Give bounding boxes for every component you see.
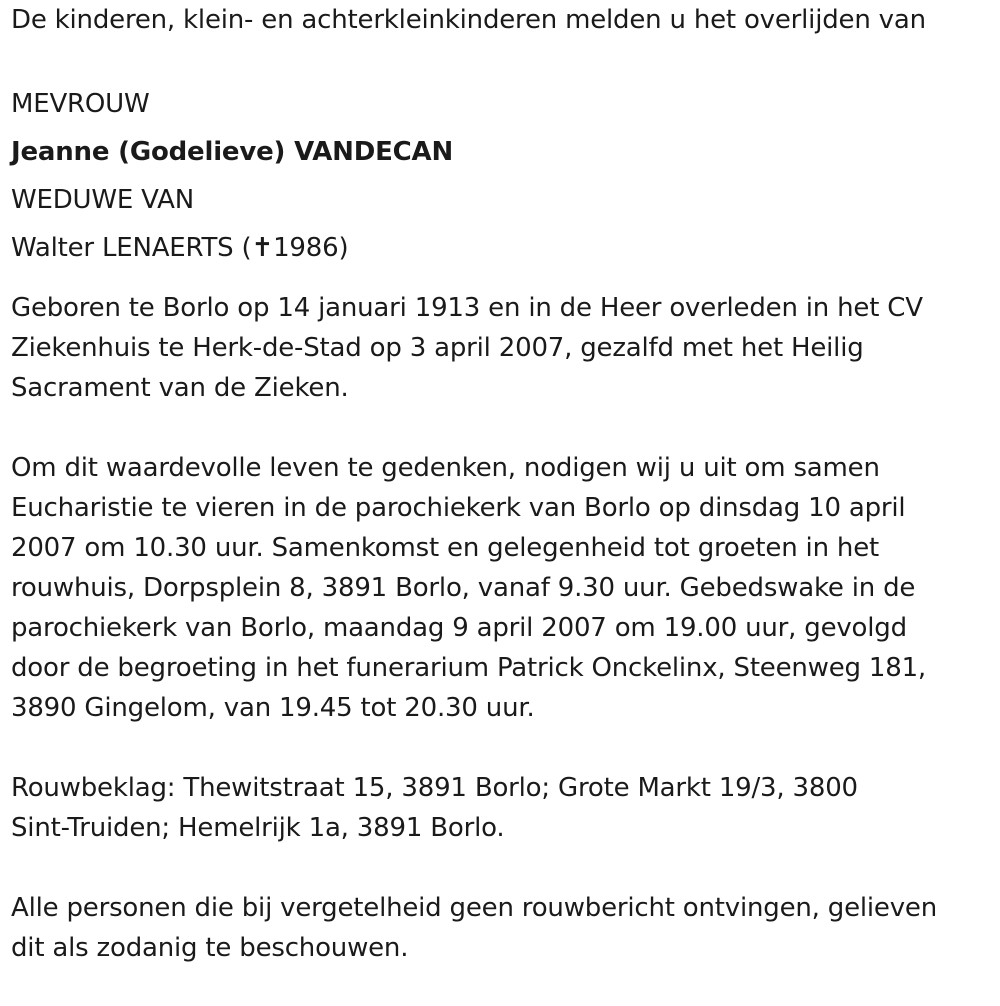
paragraph-line: Geboren te Borlo op 14 januari 1913 en in de Heer overleden in het CV [11, 293, 923, 323]
deceased-relation: WEDUWE VAN [11, 185, 194, 215]
paragraph-line: 2007 om 10.30 uur. Samenkomst en gelegenheid tot groeten in het [11, 533, 879, 563]
paragraph-line: Ziekenhuis te Herk-de-Stad op 3 april 2007, gezalfd met het Heilig [11, 333, 864, 363]
obituary-document [11, 0, 991, 968]
intro-text: De kinderen, klein- en achterkleinkinderen melden u het overlijden van [11, 5, 926, 35]
paragraph-line: Om dit waardevolle leven te gedenken, nodigen wij u uit om samen [11, 453, 880, 483]
deceased-block [11, 80, 991, 272]
spacer [11, 848, 991, 888]
deceased-title: MEVROUW [11, 89, 150, 119]
spacer [11, 272, 991, 288]
spouse-name: Walter LENAERTS (✝1986) [11, 233, 349, 263]
paragraph-line: Rouwbeklag: Thewitstraat 15, 3891 Borlo; Grote Markt 19/3, 3800 [11, 773, 858, 803]
spacer [11, 728, 991, 768]
paragraph-line: Sacrament van de Zieken. [11, 373, 349, 403]
ceremony-paragraph [11, 448, 991, 728]
paragraph-line: Alle personen die bij vergetelheid geen rouwbericht ontvingen, gelieven [11, 893, 937, 923]
paragraph-line: parochiekerk van Borlo, maandag 9 april 2007 om 19.00 uur, gevolgd [11, 613, 907, 643]
spacer [11, 40, 991, 80]
paragraph-line: door de begroeting in het funerarium Patrick Onckelinx, Steenweg 181, [11, 653, 927, 683]
paragraph-line: 3890 Gingelom, van 19.45 tot 20.30 uur. [11, 693, 535, 723]
paragraph-line: dit als zodanig te beschouwen. [11, 933, 409, 963]
closing-paragraph [11, 888, 991, 968]
condolence-paragraph [11, 768, 991, 848]
birth-death-paragraph [11, 288, 991, 408]
spacer [11, 408, 991, 448]
paragraph-line: rouwhuis, Dorpsplein 8, 3891 Borlo, vanaf 9.30 uur. Gebedswake in de [11, 573, 916, 603]
deceased-name: Jeanne (Godelieve) VANDECAN [11, 137, 454, 167]
paragraph-line: Eucharistie te vieren in de parochiekerk van Borlo op dinsdag 10 april [11, 493, 906, 523]
paragraph-line: Sint-Truiden; Hemelrijk 1a, 3891 Borlo. [11, 813, 505, 843]
